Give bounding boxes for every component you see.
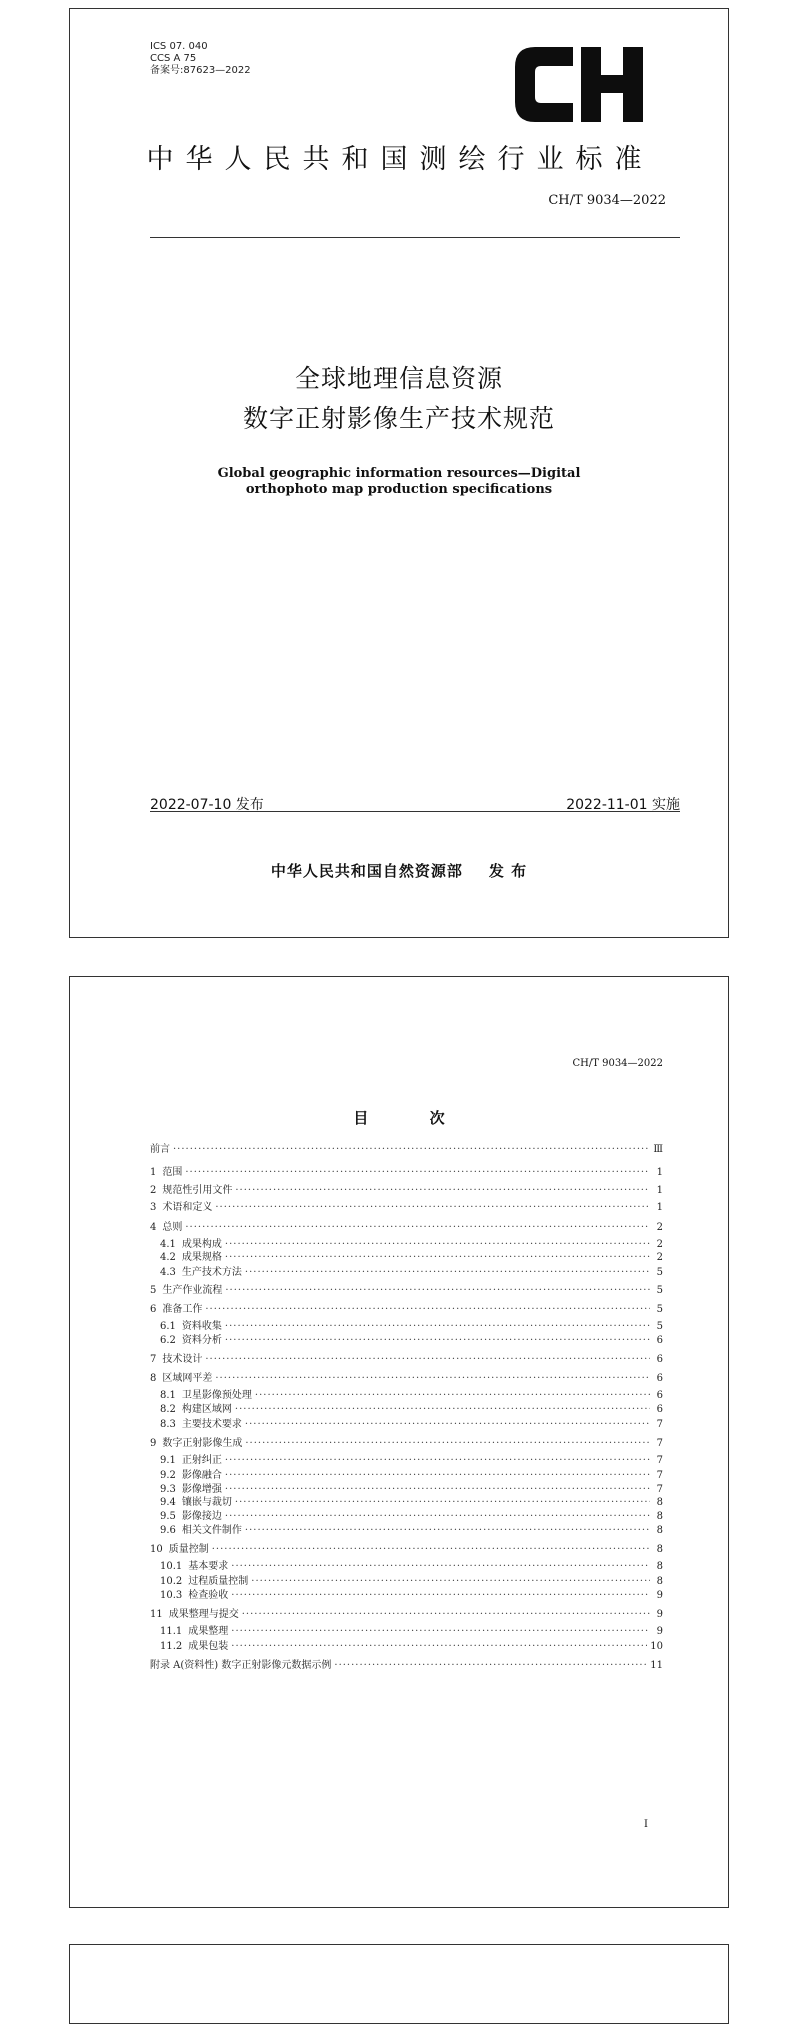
toc-entry[interactable] bbox=[150, 1353, 663, 1367]
dot-leader bbox=[245, 1266, 650, 1280]
header-rule bbox=[150, 237, 680, 238]
toc-entry-number: 8.3 bbox=[160, 1419, 176, 1430]
toc-entry-number: 9.6 bbox=[160, 1525, 176, 1536]
toc-entry-title: 检查验收 bbox=[188, 1590, 229, 1601]
record-number: 备案号:87623—2022 bbox=[150, 65, 251, 76]
toc-entry-page: 8 bbox=[656, 1544, 663, 1555]
toc-entry[interactable] bbox=[150, 1496, 663, 1510]
toc-entry[interactable] bbox=[150, 1143, 663, 1157]
toc-entry-number: 10.3 bbox=[160, 1590, 183, 1601]
toc-entry-number: 4 bbox=[150, 1222, 157, 1233]
toc-entry-page: 8 bbox=[656, 1497, 663, 1508]
toc-entry-number: 6 bbox=[150, 1304, 157, 1315]
dot-leader bbox=[225, 1454, 650, 1468]
dot-leader bbox=[225, 1320, 650, 1334]
toc-entry-page: 9 bbox=[656, 1609, 663, 1620]
toc-entry-page: 6 bbox=[656, 1354, 663, 1365]
toc-entry[interactable] bbox=[150, 1560, 663, 1574]
dot-leader bbox=[185, 1166, 650, 1180]
dot-leader bbox=[231, 1640, 647, 1654]
toc-entry-page: 2 bbox=[656, 1222, 663, 1233]
toc-entry-page: 6 bbox=[656, 1335, 663, 1346]
toc-entry-page: 6 bbox=[656, 1373, 663, 1384]
toc-entry-number: 9.5 bbox=[160, 1511, 176, 1522]
toc-entry-number: 9.1 bbox=[160, 1455, 176, 1466]
toc-entry-number: 4.3 bbox=[160, 1267, 176, 1278]
toc-entry[interactable] bbox=[150, 1303, 663, 1317]
toc-entry-page: 8 bbox=[656, 1511, 663, 1522]
dot-leader bbox=[215, 1201, 650, 1215]
toc-entry-page: 7 bbox=[656, 1484, 663, 1495]
toc-entry-title: 镶嵌与裁切 bbox=[181, 1497, 232, 1508]
toc-entry[interactable] bbox=[150, 1238, 663, 1252]
toc-entry-page: 2 bbox=[656, 1239, 663, 1250]
toc-entry[interactable] bbox=[150, 1510, 663, 1524]
toc-entry-page: 5 bbox=[656, 1285, 663, 1296]
ics-code: ICS 07. 040 bbox=[150, 41, 208, 52]
toc-entry[interactable] bbox=[150, 1640, 663, 1654]
dot-leader bbox=[251, 1575, 650, 1589]
toc-entry-number: 10 bbox=[150, 1544, 163, 1555]
dot-leader bbox=[231, 1560, 650, 1574]
ccs-code: CCS A 75 bbox=[150, 53, 197, 64]
toc-entry-number: 6.2 bbox=[160, 1335, 176, 1346]
toc-entry-number: 8 bbox=[150, 1373, 157, 1384]
toc-entry-title: 生产技术方法 bbox=[181, 1267, 242, 1278]
toc-entry-title: 基本要求 bbox=[188, 1561, 229, 1572]
toc-entry-number: 4.1 bbox=[160, 1239, 176, 1250]
toc-entry-title: 附录 A(资料性) 数字正射影像元数据示例 bbox=[150, 1660, 332, 1671]
toc-entry[interactable] bbox=[150, 1320, 663, 1334]
toc-entry-title: 技术设计 bbox=[162, 1354, 203, 1365]
toc-entry-number: 9 bbox=[150, 1438, 157, 1449]
toc-entry-page: 9 bbox=[656, 1626, 663, 1637]
dot-leader bbox=[225, 1483, 650, 1497]
toc-entry[interactable] bbox=[150, 1389, 663, 1403]
dot-leader bbox=[334, 1659, 647, 1673]
toc-entry[interactable] bbox=[150, 1334, 663, 1348]
toc-entry-page: Ⅲ bbox=[653, 1144, 663, 1155]
title-cn-line1: 全球地理信息资源 bbox=[294, 364, 503, 393]
toc-entry[interactable] bbox=[150, 1543, 663, 1557]
toc-entry-number: 6.1 bbox=[160, 1321, 176, 1332]
dot-leader bbox=[225, 1469, 650, 1483]
toc-entry-page: 5 bbox=[656, 1304, 663, 1315]
toc-entry[interactable] bbox=[150, 1372, 663, 1386]
toc-entry-page: 1 bbox=[656, 1202, 663, 1213]
toc-entry-title: 术语和定义 bbox=[162, 1202, 213, 1213]
standard-category: 中华人民共和国测绘行业标准 bbox=[146, 144, 654, 175]
toc-entry[interactable] bbox=[150, 1589, 663, 1603]
toc-entry[interactable] bbox=[150, 1251, 663, 1265]
dot-leader bbox=[225, 1284, 650, 1298]
toc-entry-number: 9.2 bbox=[160, 1470, 176, 1481]
toc-entry-number: 8.1 bbox=[160, 1390, 176, 1401]
toc-entry[interactable] bbox=[150, 1184, 663, 1198]
toc-entry-title: 正射纠正 bbox=[181, 1455, 222, 1466]
dot-leader bbox=[255, 1389, 650, 1403]
standard-code: CH/T 9034—2022 bbox=[548, 193, 666, 208]
publisher-name: 中华人民共和国自然资源部 bbox=[270, 862, 463, 880]
toc-entry-number: 10.2 bbox=[160, 1576, 183, 1587]
toc-entry-number: 11 bbox=[150, 1609, 163, 1620]
toc-entry-number: 4.2 bbox=[160, 1252, 176, 1263]
dot-leader bbox=[205, 1303, 650, 1317]
dot-leader bbox=[225, 1334, 650, 1348]
toc-entry-number: 11.2 bbox=[160, 1641, 183, 1652]
toc-entry[interactable] bbox=[150, 1166, 663, 1180]
toc-entry[interactable] bbox=[150, 1454, 663, 1468]
page-number: Ⅰ bbox=[644, 1819, 648, 1830]
footer-rule bbox=[150, 811, 680, 812]
toc-entry-title: 资料分析 bbox=[181, 1335, 222, 1346]
toc-entry[interactable] bbox=[150, 1221, 663, 1235]
release-date: 2022-07-10 发布 bbox=[150, 797, 264, 813]
dot-leader bbox=[235, 1403, 650, 1417]
toc-entry-title: 规范性引用文件 bbox=[162, 1185, 233, 1196]
toc-entry-number: 8.2 bbox=[160, 1404, 176, 1415]
toc-entry-number: 7 bbox=[150, 1354, 157, 1365]
toc-heading: 目 次 bbox=[353, 1109, 473, 1127]
toc-entry-title: 资料收集 bbox=[181, 1321, 222, 1332]
toc-entry-title: 成果整理 bbox=[188, 1626, 229, 1637]
classification-block bbox=[150, 41, 251, 77]
toc-entry-title: 过程质量控制 bbox=[188, 1576, 249, 1587]
toc-entry-number: 9.3 bbox=[160, 1484, 176, 1495]
toc-entry[interactable] bbox=[150, 1266, 663, 1280]
toc-entry[interactable] bbox=[150, 1403, 663, 1417]
toc-entry-page: 5 bbox=[656, 1321, 663, 1332]
toc-entry-title: 成果构成 bbox=[181, 1239, 222, 1250]
toc-entry-title: 相关文件制作 bbox=[181, 1525, 242, 1536]
toc-entry-title: 生产作业流程 bbox=[162, 1285, 223, 1296]
toc-entry-page: 6 bbox=[656, 1404, 663, 1415]
toc-standard-code: CH/T 9034—2022 bbox=[572, 1058, 663, 1069]
dot-leader bbox=[235, 1184, 650, 1198]
toc-entry-title: 影像融合 bbox=[181, 1470, 222, 1481]
toc-entry-number: 11.1 bbox=[160, 1626, 183, 1637]
toc-entry[interactable] bbox=[150, 1284, 663, 1298]
dot-leader bbox=[242, 1608, 650, 1622]
toc-entry-number: 3 bbox=[150, 1202, 157, 1213]
dot-leader bbox=[245, 1418, 650, 1432]
toc-entry-title: 影像接边 bbox=[181, 1511, 222, 1522]
toc-entry-title: 主要技术要求 bbox=[181, 1419, 242, 1430]
title-en: Global geographic information resources—Digital orthophoto map production specifications bbox=[217, 466, 581, 497]
toc-entry-title: 数字正射影像生成 bbox=[162, 1438, 243, 1449]
toc-entry-number: 2 bbox=[150, 1185, 157, 1196]
toc-entry-title: 准备工作 bbox=[162, 1304, 203, 1315]
dot-leader bbox=[185, 1221, 650, 1235]
next-page bbox=[69, 1944, 729, 2024]
toc-entry-page: 2 bbox=[656, 1252, 663, 1263]
publish-word: 发 布 bbox=[488, 862, 528, 880]
toc-entry-page: 8 bbox=[656, 1525, 663, 1536]
toc-entry-number: 1 bbox=[150, 1167, 157, 1178]
dot-leader bbox=[225, 1238, 650, 1252]
dot-leader bbox=[215, 1372, 650, 1386]
toc-entry-title: 成果整理与提交 bbox=[168, 1609, 239, 1620]
toc-entry-title: 范围 bbox=[162, 1167, 183, 1178]
toc-entry-page: 5 bbox=[656, 1267, 663, 1278]
toc-entry-page: 8 bbox=[656, 1576, 663, 1587]
toc-entry-page: 10 bbox=[650, 1641, 663, 1652]
dot-leader bbox=[173, 1143, 650, 1157]
toc-entry-number: 5 bbox=[150, 1285, 157, 1296]
toc-entry-page: 7 bbox=[656, 1419, 663, 1430]
dot-leader bbox=[231, 1625, 650, 1639]
dot-leader bbox=[225, 1510, 650, 1524]
toc-entry-page: 7 bbox=[656, 1470, 663, 1481]
toc-entry[interactable] bbox=[150, 1625, 663, 1639]
toc-entry[interactable] bbox=[150, 1418, 663, 1432]
toc-entry-page: 7 bbox=[656, 1438, 663, 1449]
toc-entry-page: 9 bbox=[656, 1590, 663, 1601]
toc-entry-page: 7 bbox=[656, 1455, 663, 1466]
toc-entry[interactable] bbox=[150, 1437, 663, 1451]
toc-entry-title: 质量控制 bbox=[168, 1544, 209, 1555]
toc-entry[interactable] bbox=[150, 1575, 663, 1589]
toc-entry-page: 11 bbox=[650, 1660, 663, 1671]
toc-entry-title: 总则 bbox=[162, 1222, 183, 1233]
toc-entry[interactable] bbox=[150, 1608, 663, 1622]
dot-leader bbox=[245, 1524, 650, 1538]
toc-entry[interactable] bbox=[150, 1524, 663, 1538]
toc-entry[interactable] bbox=[150, 1469, 663, 1483]
toc-entry-page: 1 bbox=[656, 1185, 663, 1196]
publisher-line bbox=[70, 860, 728, 881]
dot-leader bbox=[235, 1496, 650, 1510]
toc-entry-title: 成果规格 bbox=[181, 1252, 222, 1263]
dot-leader bbox=[245, 1437, 650, 1451]
toc-page bbox=[69, 976, 729, 1908]
toc-entry-title: 构建区域网 bbox=[181, 1404, 232, 1415]
dot-leader bbox=[212, 1543, 650, 1557]
toc-entry-number: 10.1 bbox=[160, 1561, 183, 1572]
toc-entry-title: 区域网平差 bbox=[162, 1373, 213, 1384]
toc-entry-title: 前言 bbox=[150, 1144, 170, 1155]
toc-entry-number: 9.4 bbox=[160, 1497, 176, 1508]
toc-entry-title: 卫星影像预处理 bbox=[181, 1390, 252, 1401]
cover-page bbox=[69, 8, 729, 938]
effective-date: 2022-11-01 实施 bbox=[566, 797, 680, 813]
dot-leader bbox=[231, 1589, 650, 1603]
toc-entry[interactable] bbox=[150, 1201, 663, 1215]
toc-entry-page: 6 bbox=[656, 1390, 663, 1401]
toc-entry-page: 8 bbox=[656, 1561, 663, 1572]
toc-entry-page: 1 bbox=[656, 1167, 663, 1178]
dot-leader bbox=[205, 1353, 650, 1367]
toc-entry[interactable] bbox=[150, 1659, 663, 1673]
ch-logo bbox=[515, 47, 643, 122]
dot-leader bbox=[225, 1251, 650, 1265]
toc-entry-title: 影像增强 bbox=[181, 1484, 222, 1495]
title-cn-line2: 数字正射影像生产技术规范 bbox=[242, 404, 555, 433]
toc-entry[interactable] bbox=[150, 1483, 663, 1497]
toc-entry-title: 成果包装 bbox=[188, 1641, 229, 1652]
